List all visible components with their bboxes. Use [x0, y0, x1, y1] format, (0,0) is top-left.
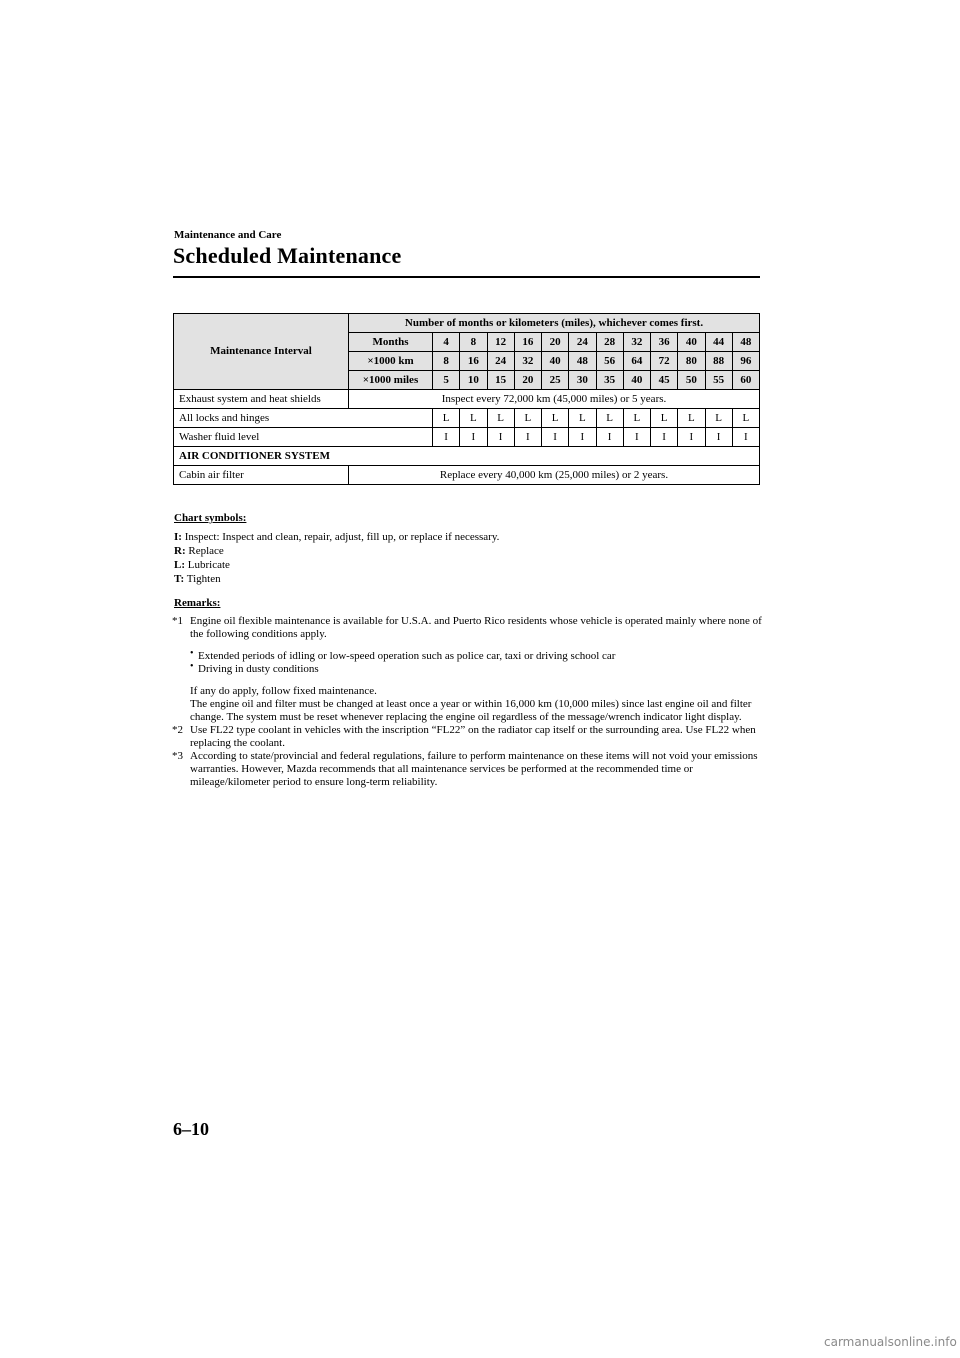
symbol-text: Inspect: Inspect and clean, repair, adjust, fill up, or replace if necessary.	[184, 531, 500, 543]
scale-value: 44	[705, 333, 732, 352]
row-cell: L	[569, 409, 596, 428]
row-cell: L	[433, 409, 460, 428]
remark-2-text: Use FL22 type coolant in vehicles with the inscription “FL22” on the radiator cap itself or the surrounding area. Use FL22 when replacing the coolant.	[190, 724, 756, 749]
scale-value: 40	[623, 371, 650, 390]
scale-value: 32	[623, 333, 650, 352]
table-row	[174, 409, 760, 428]
table-row	[174, 466, 760, 485]
symbol-text: Lubricate	[187, 559, 230, 571]
bullet-text: Extended periods of idling or low-speed operation such as police car, taxi or driving school car	[198, 650, 616, 662]
symbol-text: Tighten	[186, 573, 221, 585]
row-label: All locks and hinges	[174, 409, 433, 428]
table-row	[174, 447, 760, 466]
remark-1	[172, 615, 762, 724]
scale-value: 8	[433, 352, 460, 371]
scale-value: 28	[596, 333, 623, 352]
scale-value: 25	[542, 371, 569, 390]
symbol-key: L:	[174, 559, 185, 571]
row-cell: I	[569, 428, 596, 447]
remark-1-text: Engine oil flexible maintenance is available for U.S.A. and Puerto Rico residents whose vehicle is operated mainly where none of the following conditions apply.	[190, 615, 762, 640]
remark-3-mark: *3	[172, 750, 183, 762]
section-row-label: AIR CONDITIONER SYSTEM	[174, 447, 760, 466]
page-number: 6–10	[173, 1119, 209, 1139]
bullet-item	[190, 663, 762, 676]
remarks-list	[172, 615, 762, 789]
remark-3-text: According to state/provincial and federal regulations, failure to perform maintenance on these items will not void your emissions warranties. However, Mazda recommends that all maintenance services be performed at the recommended time or mileage/kilometer period to ensure long-term reliability.	[190, 750, 758, 788]
row-cell: I	[678, 428, 705, 447]
row-label: Cabin air filter	[174, 466, 349, 485]
symbol-item	[174, 530, 499, 544]
scale-value: 48	[569, 352, 596, 371]
scale-value: 56	[596, 352, 623, 371]
symbol-key: R:	[174, 545, 186, 557]
bullet-dot-icon: •	[190, 661, 194, 672]
remark-1-bullets	[190, 650, 762, 676]
row-cell: L	[623, 409, 650, 428]
scale-value: 35	[596, 371, 623, 390]
symbol-key: I:	[174, 531, 182, 543]
row-cell: I	[705, 428, 732, 447]
remark-3	[172, 750, 762, 789]
remark-1-detail: The engine oil and filter must be changed at least once a year or within 16,000 km (10,000 miles) since last engine oil and filter change. The system must be reset whenever replacing the engine oil regardless of the message/wrench indicator light display.	[190, 698, 752, 723]
remark-1-followup: If any do apply, follow fixed maintenance.	[190, 685, 377, 697]
scale-value: 15	[487, 371, 514, 390]
table-row	[174, 428, 760, 447]
row-cell: I	[460, 428, 487, 447]
row-cell: I	[732, 428, 759, 447]
row-cell: I	[433, 428, 460, 447]
page-title: Scheduled Maintenance	[173, 243, 402, 268]
row-cell: L	[460, 409, 487, 428]
scale-value: 5	[433, 371, 460, 390]
scale-value: 45	[651, 371, 678, 390]
scale-value: 8	[460, 333, 487, 352]
scale-value: 24	[487, 352, 514, 371]
scale-value: 40	[678, 333, 705, 352]
row-cell: L	[678, 409, 705, 428]
table-header-row	[174, 314, 760, 333]
row-label: Exhaust system and heat shields	[174, 390, 349, 409]
watermark-link[interactable]: carmanualsonline.info	[824, 1335, 957, 1349]
row-cell: L	[514, 409, 541, 428]
scale-value: 60	[732, 371, 759, 390]
scale-label: ×1000 miles	[349, 371, 433, 390]
scale-value: 4	[433, 333, 460, 352]
row-cell: I	[514, 428, 541, 447]
scale-value: 96	[732, 352, 759, 371]
table-row	[174, 390, 760, 409]
row-cell: L	[596, 409, 623, 428]
remark-2-mark: *2	[172, 724, 183, 736]
bullet-text: Driving in dusty conditions	[198, 663, 319, 675]
row-cell: I	[487, 428, 514, 447]
scale-value: 40	[542, 352, 569, 371]
row-label: Washer fluid level	[174, 428, 433, 447]
symbol-key: T:	[174, 573, 185, 585]
chart-symbols-list	[174, 530, 499, 586]
scale-value: 30	[569, 371, 596, 390]
scale-value: 72	[651, 352, 678, 371]
remark-1-mark: *1	[172, 615, 183, 627]
scale-value: 36	[651, 333, 678, 352]
scale-value: 50	[678, 371, 705, 390]
scale-value: 48	[732, 333, 759, 352]
symbol-item	[174, 544, 499, 558]
row-cell: I	[542, 428, 569, 447]
span-header: Number of months or kilometers (miles), whichever comes first.	[349, 314, 760, 333]
scale-value: 55	[705, 371, 732, 390]
remark-2	[172, 724, 762, 750]
row-cell: L	[732, 409, 759, 428]
scale-label: ×1000 km	[349, 352, 433, 371]
maintenance-table	[173, 313, 760, 485]
title-rule	[173, 276, 760, 278]
scale-value: 10	[460, 371, 487, 390]
scale-value: 32	[514, 352, 541, 371]
row-cell: I	[596, 428, 623, 447]
scale-value: 88	[705, 352, 732, 371]
row-cell: L	[705, 409, 732, 428]
maintenance-interval-header: Maintenance Interval	[174, 314, 349, 390]
remarks-heading: Remarks:	[174, 597, 221, 609]
scale-value: 16	[514, 333, 541, 352]
bullet-dot-icon: •	[190, 648, 194, 659]
symbol-item	[174, 558, 499, 572]
scale-value: 20	[514, 371, 541, 390]
symbol-item	[174, 572, 499, 586]
row-cell: L	[651, 409, 678, 428]
scale-value: 80	[678, 352, 705, 371]
section-label: Maintenance and Care	[174, 229, 282, 241]
row-cell: L	[487, 409, 514, 428]
bullet-item	[190, 650, 762, 663]
row-note: Replace every 40,000 km (25,000 miles) or 2 years.	[349, 466, 760, 485]
row-cell: L	[542, 409, 569, 428]
scale-value: 12	[487, 333, 514, 352]
row-cell: I	[651, 428, 678, 447]
row-note: Inspect every 72,000 km (45,000 miles) or 5 years.	[349, 390, 760, 409]
row-cell: I	[623, 428, 650, 447]
scale-label: Months	[349, 333, 433, 352]
scale-value: 16	[460, 352, 487, 371]
scale-value: 24	[569, 333, 596, 352]
scale-value: 20	[542, 333, 569, 352]
scale-value: 64	[623, 352, 650, 371]
chart-symbols-heading: Chart symbols:	[174, 512, 247, 524]
symbol-text: Replace	[188, 545, 224, 557]
